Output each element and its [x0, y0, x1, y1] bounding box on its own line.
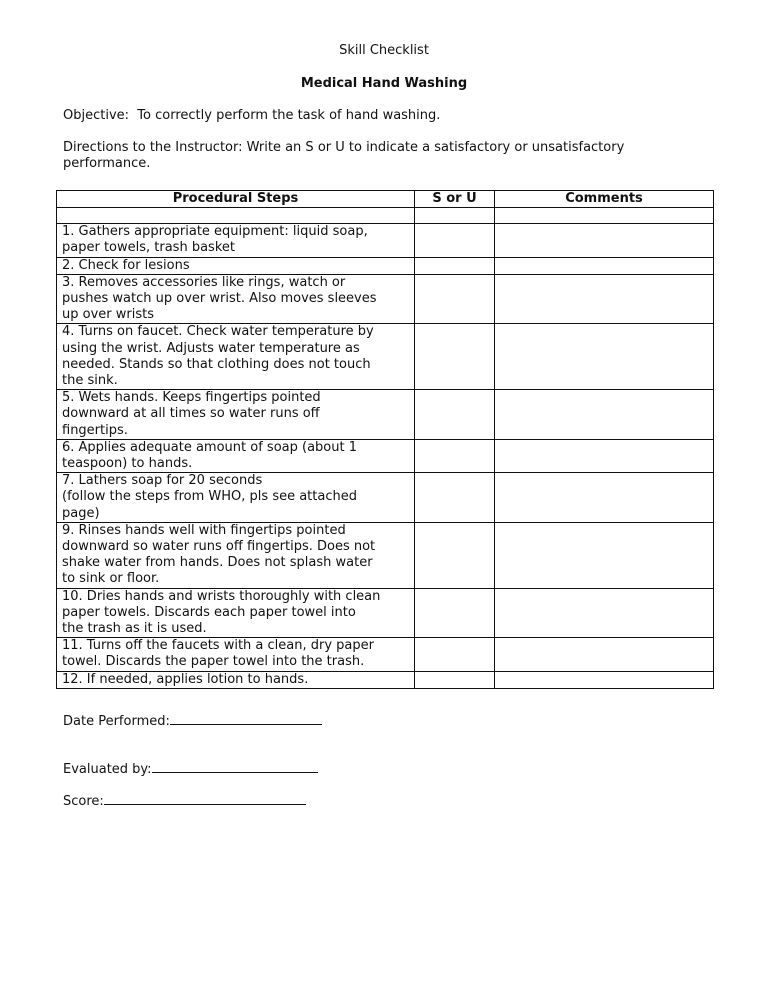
score-label: Score:	[63, 794, 104, 809]
table-row	[57, 638, 714, 671]
step-text: 2. Check for lesions	[62, 257, 190, 273]
step-cell	[57, 257, 415, 274]
step-text: 3. Removes accessories like rings, watch or pushes watch up over wrist. Also moves sleeves up over wrists	[62, 274, 377, 323]
comment-cell[interactable]	[495, 588, 714, 638]
rating-cell[interactable]	[415, 274, 495, 324]
rating-cell[interactable]	[415, 473, 495, 523]
header-s-or-u: S or U	[415, 191, 495, 208]
table-row	[57, 588, 714, 638]
comment-cell[interactable]	[495, 522, 714, 588]
step-cell	[57, 473, 415, 523]
step-cell	[57, 522, 415, 588]
comment-cell[interactable]	[495, 439, 714, 472]
date-performed-field[interactable]	[170, 712, 322, 725]
step-cell	[57, 588, 415, 638]
objective-text: To correctly perform the task of hand washing.	[137, 108, 441, 123]
step-cell	[57, 638, 415, 671]
page-subtitle: Medical Hand Washing	[300, 76, 468, 91]
step-cell	[57, 439, 415, 472]
header-procedural-steps: Procedural Steps	[57, 191, 415, 208]
step-cell	[57, 208, 415, 224]
rating-cell[interactable]	[415, 224, 495, 257]
table-row	[57, 522, 714, 588]
step-text: 1. Gathers appropriate equipment: liquid soap, paper towels, trash basket	[62, 224, 368, 256]
table-header-row	[57, 191, 714, 208]
step-cell	[57, 224, 415, 257]
comment-cell[interactable]	[495, 257, 714, 274]
comment-cell[interactable]	[495, 208, 714, 224]
table-row	[57, 224, 714, 257]
rating-cell[interactable]	[415, 257, 495, 274]
step-cell	[57, 671, 415, 688]
rating-cell[interactable]	[415, 208, 495, 224]
step-text: 12. If needed, applies lotion to hands.	[62, 671, 309, 687]
rating-cell[interactable]	[415, 324, 495, 390]
step-text: 10. Dries hands and wrists thoroughly with clean paper towels. Discards each paper towel into the trash as it is used.	[62, 588, 381, 637]
evaluated-by-line	[63, 760, 318, 778]
comment-cell[interactable]	[495, 390, 714, 440]
step-text: 7. Lathers soap for 20 seconds (follow the steps from WHO, pls see attached page)	[62, 473, 357, 521]
table-row-blank	[57, 208, 714, 224]
rating-cell[interactable]	[415, 439, 495, 472]
table-row	[57, 274, 714, 324]
comment-cell[interactable]	[495, 224, 714, 257]
page-title: Skill Checklist	[339, 43, 429, 58]
step-text: 9. Rinses hands well with fingertips pointed downward so water runs off fingertips. Does not shake water from hands. Does not splash water to sink or floor.	[62, 522, 376, 587]
comment-cell[interactable]	[495, 473, 714, 523]
objective-label: Objective:	[63, 108, 130, 123]
step-text: 5. Wets hands. Keeps fingertips pointed downward at all times so water runs off fingertips.	[62, 390, 321, 438]
table-row	[57, 257, 714, 274]
date-performed-line	[63, 712, 322, 730]
rating-cell[interactable]	[415, 671, 495, 688]
date-performed-label: Date Performed:	[63, 714, 170, 729]
table-row	[57, 473, 714, 523]
step-text: 6. Applies adequate amount of soap (about 1 teaspoon) to hands.	[62, 439, 357, 472]
table-row	[57, 671, 714, 688]
table-row	[57, 390, 714, 440]
comment-cell[interactable]	[495, 274, 714, 324]
directions-text: Directions to the Instructor: Write an S or U to indicate a satisfactory or unsatisfactory performance.	[63, 140, 625, 171]
rating-cell[interactable]	[415, 522, 495, 588]
comment-cell[interactable]	[495, 324, 714, 390]
table-row	[57, 324, 714, 390]
rating-cell[interactable]	[415, 390, 495, 440]
evaluated-by-label: Evaluated by:	[63, 762, 152, 777]
step-text: 11. Turns off the faucets with a clean, dry paper towel. Discards the paper towel into the trash.	[62, 638, 374, 670]
step-text: 4. Turns on faucet. Check water temperature by using the wrist. Adjusts water temperature as needed. Stands so that clothing does not touch the sink.	[62, 324, 374, 389]
score-field[interactable]	[104, 792, 306, 805]
step-cell	[57, 390, 415, 440]
rating-cell[interactable]	[415, 638, 495, 671]
header-comments: Comments	[495, 191, 714, 208]
evaluated-by-field[interactable]	[152, 760, 318, 773]
step-cell	[57, 274, 415, 324]
procedure-table	[56, 190, 714, 689]
step-cell	[57, 324, 415, 390]
table-row	[57, 439, 714, 472]
score-line	[63, 792, 306, 810]
rating-cell[interactable]	[415, 588, 495, 638]
objective-line	[63, 108, 703, 124]
comment-cell[interactable]	[495, 671, 714, 688]
comment-cell[interactable]	[495, 638, 714, 671]
